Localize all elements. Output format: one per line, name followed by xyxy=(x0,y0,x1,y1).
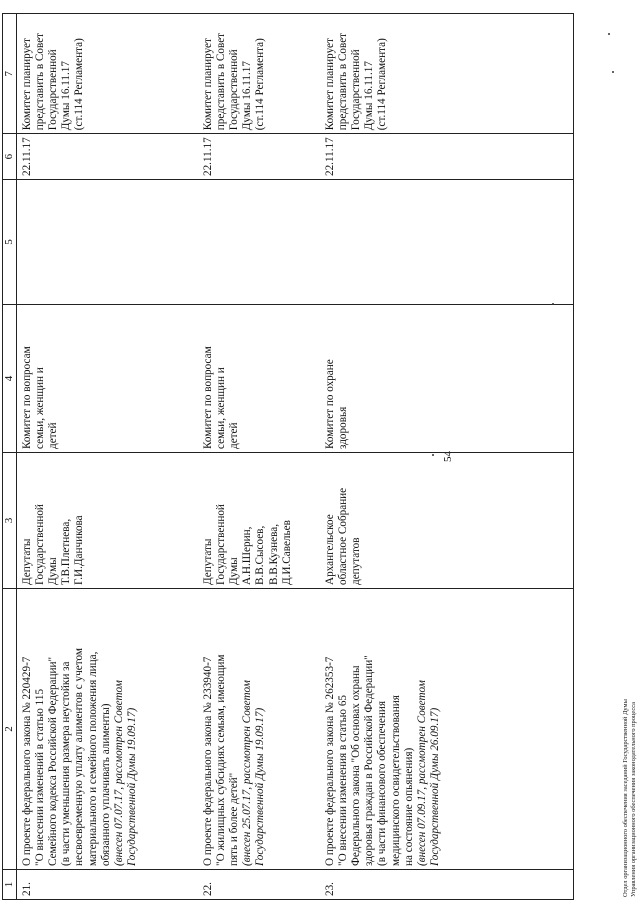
bill-initiator: Депутаты Государственной Думы Т.В.Плетнева, Г.И.Данчикова xyxy=(17,453,199,589)
bill-description: О проекте федерального закона № 220429-7 "О внесении изменений в статью 115 Семейного кодекса Российской Федерации" (в части уменьшения размера неустойки за несвоевременную уплату алиментов с учетом материального и семейного положения лица, обязанного уплачивать алименты) (внесен 07.07.17, рассмотрен Советом Государственной Думы 19.09.17) xyxy=(17,589,199,870)
column-header: 4 xyxy=(3,305,17,453)
date-cell: 22.11.17 xyxy=(320,134,574,180)
date-cell: 22.11.17 xyxy=(17,134,199,180)
bill-description: О проекте федерального закона № 262353-7 "О внесении изменения в статью 65 Федерального закона "Об основах охраны здоровья граждан в Российской Федерации" (в части финансового обеспечения медицинского освидетельствования на состояние опьянения) (внесен 07.09.17, рассмотрен Советом Государственной Думы 26.09.17) xyxy=(320,589,574,870)
scan-speck xyxy=(432,454,434,456)
column-5-cell xyxy=(17,180,199,305)
column-header: 7 xyxy=(3,14,17,134)
scan-speck xyxy=(612,71,614,73)
committee-note: Комитет планирует представить в Совет Государственной Думы 16.11.17 (ст.114 Регламента) xyxy=(320,14,574,134)
responsible-committee: Комитет по вопросам семьи, женщин и детей xyxy=(198,305,320,453)
footer-line: Управления организационного обеспечения законодательного процесса xyxy=(630,702,637,897)
agenda-table xyxy=(2,13,574,900)
column-header: 5 xyxy=(3,180,17,305)
column-header: 3 xyxy=(3,453,17,589)
column-5-cell xyxy=(198,180,320,305)
column-5-cell xyxy=(320,180,574,305)
table-row xyxy=(17,14,199,900)
row-number: 23. xyxy=(320,870,574,900)
row-number: 21. xyxy=(17,870,199,900)
row-number: 22. xyxy=(198,870,320,900)
committee-note: Комитет планирует представить в Совет Государственной Думы 16.11.17 (ст.114 Регламента) xyxy=(198,14,320,134)
committee-note: Комитет планирует представить в Совет Государственной Думы 16.11.17 (ст.114 Регламента) xyxy=(17,14,199,134)
column-number-row xyxy=(3,14,17,900)
column-header: 2 xyxy=(3,589,17,870)
table-row xyxy=(198,14,320,900)
table-row xyxy=(320,14,574,900)
date-cell: 22.11.17 xyxy=(198,134,320,180)
scan-speck xyxy=(608,33,610,35)
bill-initiator: Депутаты Государственной Думы А.Н.Шерин, В.В.Сысоев, В.В.Кузнева, Д.И.Савельев xyxy=(198,453,320,589)
footer-line: Отдел организационного обеспечения заседаний Государственной Думы xyxy=(622,699,629,897)
bill-description: О проекте федерального закона № 233940-7 "О жилищных субсидиях семьям, имеющим пять и более детей" (внесен 25.07.17, рассмотрен Советом Государственной Думы 19.09.17) xyxy=(198,589,320,870)
responsible-committee: Комитет по охране здоровья xyxy=(320,305,574,453)
scan-speck xyxy=(552,303,554,305)
column-header: 1 xyxy=(3,870,17,900)
footer xyxy=(616,575,640,905)
responsible-committee: Комитет по вопросам семьи, женщин и детей xyxy=(17,305,199,453)
bill-initiator: Архангельское областное Собрание депутатов xyxy=(320,453,574,589)
page-number: 54 xyxy=(442,451,454,462)
column-header: 6 xyxy=(3,134,17,180)
